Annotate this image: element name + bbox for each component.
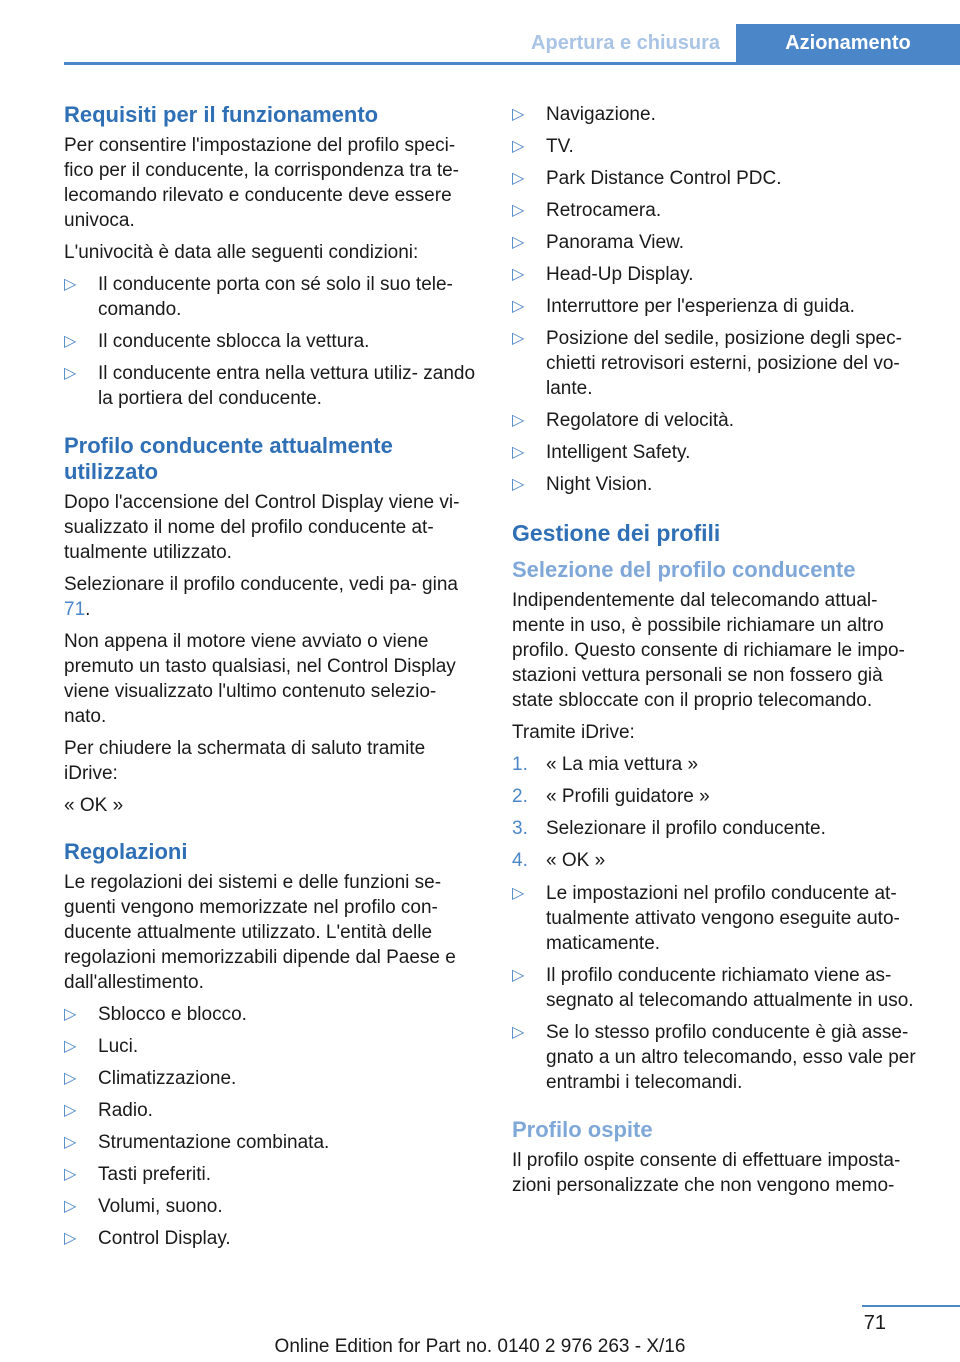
triangle-bullet-icon: ▷ (512, 967, 525, 984)
heading-select-profile: Selezione del profilo conducente (512, 557, 856, 582)
list-item: ▷ Control Display. (64, 1228, 231, 1249)
paragraph: Dopo l'accensione del Control Display viene vi- sualizzato il nome del profilo conducente at- tualmente utilizzato. (64, 492, 460, 563)
triangle-bullet-icon: ▷ (512, 476, 525, 493)
list-item: ▷ Panorama View. (512, 232, 685, 253)
paragraph: Indipendentemente dal telecomando attual- mente in uso, è possibile richiamare un altro profilo. Questo consente di richiamare le impo- stazioni vettura personali se non fossero già state sbloccate con il proprio telecomando. (512, 590, 905, 711)
list-item: ▷ Head-Up Display. (512, 264, 694, 285)
footer-edition: Online Edition for Part no. 0140 2 976 263 - X/16 (274, 1336, 686, 1357)
triangle-bullet-icon: ▷ (64, 1134, 77, 1151)
paragraph: Tramite iDrive: (512, 722, 635, 743)
header-section-title: Apertura e chiusura (531, 32, 720, 54)
triangle-bullet-icon: ▷ (512, 412, 525, 429)
list-item: ▷ Navigazione. (512, 104, 656, 125)
list-item: ▷ Climatizzazione. (64, 1068, 237, 1089)
triangle-bullet-icon: ▷ (64, 1070, 77, 1087)
list-item: ▷ Retrocamera. (512, 200, 662, 221)
heading-requirements: Requisiti per il funzionamento (64, 102, 379, 127)
step-item: 3. Selezionare il profilo conducente. (512, 818, 826, 839)
triangle-bullet-icon: ▷ (64, 1166, 77, 1183)
triangle-bullet-icon: ▷ (512, 298, 525, 315)
triangle-bullet-icon: ▷ (64, 1198, 77, 1215)
heading-profile-management: Gestione dei profili (512, 520, 721, 546)
list-item: ▷ Il conducente sblocca la vettura. (64, 331, 370, 352)
paragraph: « OK » (64, 795, 124, 816)
paragraph: Selezionare il profilo conducente, vedi pa- gina 71. (64, 574, 458, 620)
page-reference-link[interactable]: 71 (64, 599, 86, 620)
triangle-bullet-icon: ▷ (512, 885, 525, 902)
right-column (512, 102, 928, 1205)
triangle-bullet-icon: ▷ (512, 202, 525, 219)
list-item: ▷ Le impostazioni nel profilo conducente at- tualmente attivato vengono eseguite auto- maticamente. (512, 883, 900, 954)
list-item: ▷ Posizione del sedile, posizione degli spec- chietti retrovisori esterni, posizione del vo- lante. (512, 328, 902, 399)
heading-current-profile: Profilo conducente attualmente utilizzato (64, 433, 393, 484)
triangle-bullet-icon: ▷ (512, 1024, 525, 1041)
conditions-list (64, 272, 478, 411)
triangle-bullet-icon: ▷ (64, 276, 77, 293)
paragraph: Le regolazioni dei sistemi e delle funzioni se- guenti vengono memorizzate nel profilo con- ducente attualmente utilizzato. L'entità delle regolazioni memorizzabili dipende dal Paese e dall'allestimento. (64, 872, 456, 993)
list-item: ▷ Radio. (64, 1100, 153, 1121)
triangle-bullet-icon: ▷ (512, 266, 525, 283)
list-item: ▷ Sblocco e blocco. (64, 1004, 247, 1025)
triangle-bullet-icon: ▷ (64, 1038, 77, 1055)
triangle-bullet-icon: ▷ (512, 106, 525, 123)
page-number: 71 (863, 1312, 886, 1334)
list-item: ▷ TV. (512, 136, 574, 157)
footer-rule (862, 1305, 960, 1307)
list-item: ▷ Tasti preferiti. (64, 1164, 211, 1185)
steps-list (512, 752, 928, 873)
step-item: 4. « OK » (512, 850, 606, 871)
triangle-bullet-icon: ▷ (512, 444, 525, 461)
list-item: ▷ Volumi, suono. (64, 1196, 223, 1217)
list-item: ▷ Park Distance Control PDC. (512, 168, 782, 189)
page-header (64, 24, 960, 65)
paragraph: Il profilo ospite consente di effettuare imposta- zioni personalizzate che non vengono memo- (512, 1150, 901, 1196)
triangle-bullet-icon: ▷ (64, 1230, 77, 1247)
list-item: ▷ Interruttore per l'esperienza di guida. (512, 296, 855, 317)
settings-list-continued (512, 102, 928, 497)
paragraph: Non appena il motore viene avviato o viene premuto un tasto qualsiasi, nel Control Display viene visualizzato l'ultimo contenuto selezio- nato. (64, 631, 456, 727)
selection-notes-list (512, 881, 928, 1095)
list-item: ▷ Strumentazione combinata. (64, 1132, 330, 1153)
heading-guest-profile: Profilo ospite (512, 1117, 653, 1142)
triangle-bullet-icon: ▷ (512, 170, 525, 187)
header-chapter-tab: Azionamento (736, 24, 960, 62)
list-item: ▷ Il conducente porta con sé solo il suo tele- comando. (64, 274, 453, 320)
list-item: ▷ Intelligent Safety. (512, 442, 691, 463)
step-item: 1. « La mia vettura » (512, 754, 699, 775)
heading-settings: Regolazioni (64, 839, 188, 864)
paragraph: Per consentire l'impostazione del profilo speci- fico per il conducente, la corrispondenza tra te- lecomando rilevato e conducente deve essere univoca. (64, 135, 459, 231)
triangle-bullet-icon: ▷ (64, 1006, 77, 1023)
paragraph: L'univocità è data alle seguenti condizioni: (64, 242, 419, 263)
left-column (64, 102, 478, 1259)
list-item: ▷ Night Vision. (512, 474, 653, 495)
paragraph: Per chiudere la schermata di saluto tramite iDrive: (64, 738, 426, 784)
list-item: ▷ Il profilo conducente richiamato viene as- segnato al telecomando attualmente in uso. (512, 965, 914, 1011)
triangle-bullet-icon: ▷ (64, 1102, 77, 1119)
list-item: ▷ Luci. (64, 1036, 139, 1057)
triangle-bullet-icon: ▷ (512, 234, 525, 251)
list-item: ▷ Il conducente entra nella vettura utiliz- zando la portiera del conducente. (64, 363, 476, 409)
triangle-bullet-icon: ▷ (64, 365, 77, 382)
settings-list (64, 1002, 478, 1251)
step-item: 2. « Profili guidatore » (512, 786, 710, 807)
triangle-bullet-icon: ▷ (512, 330, 525, 347)
triangle-bullet-icon: ▷ (512, 138, 525, 155)
triangle-bullet-icon: ▷ (64, 333, 77, 350)
list-item: ▷ Regolatore di velocità. (512, 410, 734, 431)
list-item: ▷ Se lo stesso profilo conducente è già asse- gnato a un altro telecomando, esso vale per entrambi i telecomandi. (512, 1022, 916, 1093)
